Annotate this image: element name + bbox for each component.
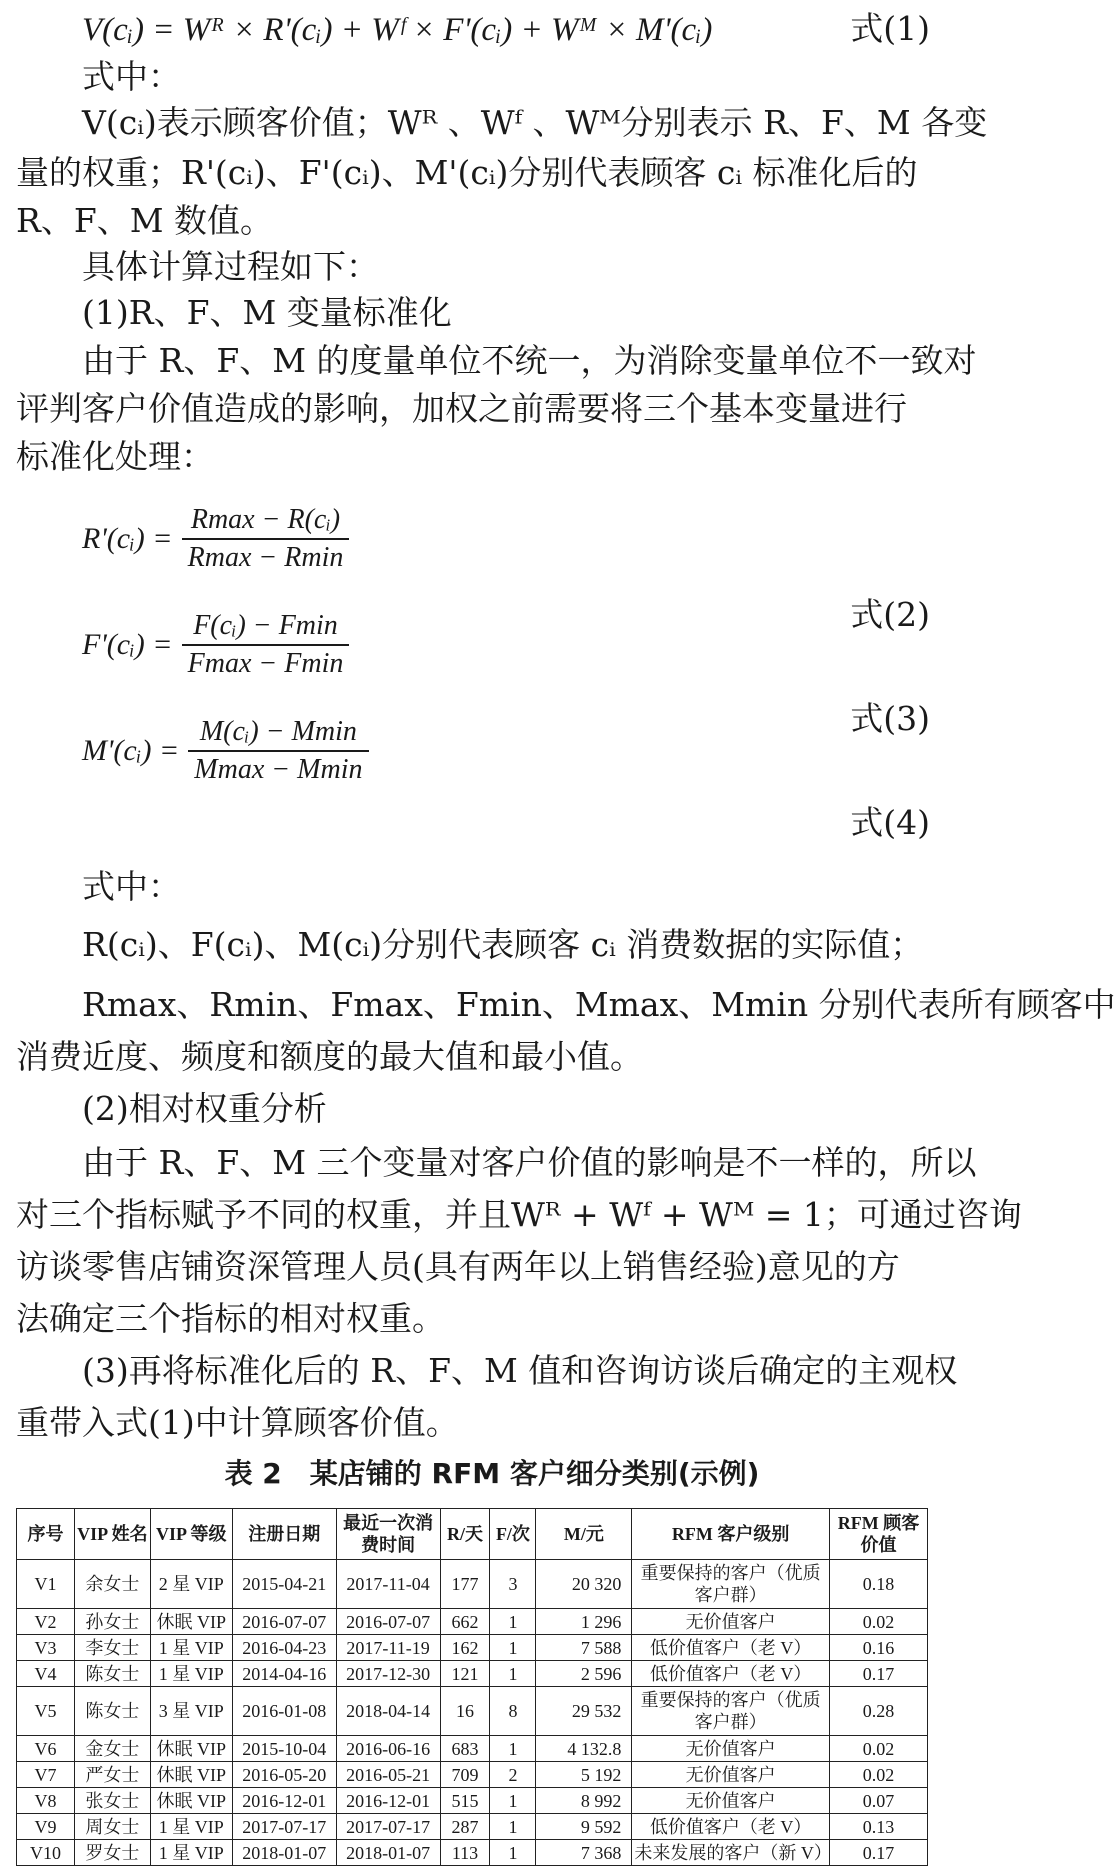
table-row bbox=[17, 1736, 928, 1762]
table-cell: 113 bbox=[440, 1840, 490, 1866]
table-cell: 177 bbox=[440, 1560, 490, 1609]
table-row bbox=[17, 1814, 928, 1840]
paragraph-line: R、F、M 数值。 bbox=[16, 201, 274, 240]
paragraph-line: 式中： bbox=[82, 57, 181, 96]
paragraph-line: Rmax、Rmin、Fmax、Fmin、Mmax、Mmin 分别代表所有顾客中 bbox=[82, 985, 1116, 1024]
table-cell: 121 bbox=[440, 1661, 490, 1687]
table-cell: 1 bbox=[490, 1788, 536, 1814]
table-cell: 重要保持的客户（优质客户群） bbox=[632, 1560, 830, 1609]
table-cell: 周女士 bbox=[74, 1814, 150, 1840]
table-cell: 李女士 bbox=[74, 1635, 150, 1661]
table-cell: 1 bbox=[490, 1609, 536, 1635]
paragraph-line: 标准化处理： bbox=[16, 437, 214, 476]
table-cell: 8 992 bbox=[536, 1788, 632, 1814]
table-cell: 1 bbox=[490, 1635, 536, 1661]
column-header: M/元 bbox=[536, 1509, 632, 1560]
table-cell: 1 296 bbox=[536, 1609, 632, 1635]
table-row bbox=[17, 1661, 928, 1687]
section-heading: (2)相对权重分析 bbox=[82, 1089, 327, 1128]
column-header: 最近一次消费时间 bbox=[336, 1509, 440, 1560]
table-cell: 0.17 bbox=[830, 1661, 928, 1687]
column-header: RFM 客户级别 bbox=[632, 1509, 830, 1560]
table-cell: 7 588 bbox=[536, 1635, 632, 1661]
table-cell: 严女士 bbox=[74, 1762, 150, 1788]
table-cell: 2 bbox=[490, 1762, 536, 1788]
equation-4 bbox=[82, 716, 942, 785]
rfm-table bbox=[16, 1508, 928, 1866]
table-cell: 2016-12-01 bbox=[232, 1788, 336, 1814]
table-cell: 662 bbox=[440, 1609, 490, 1635]
table-cell: 未来发展的客户（新 V） bbox=[632, 1840, 830, 1866]
table-cell: 16 bbox=[440, 1687, 490, 1736]
table-cell: V3 bbox=[17, 1635, 75, 1661]
table-cell: 休眠 VIP bbox=[150, 1762, 232, 1788]
table-cell: 2 596 bbox=[536, 1661, 632, 1687]
column-header: 序号 bbox=[17, 1509, 75, 1560]
equation-4-denominator: Mmax − Mmin bbox=[194, 754, 363, 785]
table-cell: 罗女士 bbox=[74, 1840, 150, 1866]
table-row bbox=[17, 1560, 928, 1609]
table-cell: V8 bbox=[17, 1788, 75, 1814]
table-cell: 陈女士 bbox=[74, 1687, 150, 1736]
table-cell: 低价值客户（老 V） bbox=[632, 1814, 830, 1840]
table-cell: 0.02 bbox=[830, 1762, 928, 1788]
paragraph-line: 量的权重；R'(cᵢ)、F'(cᵢ)、M'(cᵢ)分别代表顾客 cᵢ 标准化后的 bbox=[16, 153, 918, 192]
equation-3-numerator: F(cᵢ) − Fmin bbox=[182, 610, 350, 646]
paragraph-line: 由于 R、F、M 的度量单位不统一，为消除变量单位不一致对 bbox=[82, 341, 977, 380]
table-caption: 表 2 某店铺的 RFM 客户细分类别(示例) bbox=[224, 1457, 760, 1490]
paragraph-line: R(cᵢ)、F(cᵢ)、M(cᵢ)分别代表顾客 cᵢ 消费数据的实际值； bbox=[82, 925, 924, 964]
table-cell: 陈女士 bbox=[74, 1661, 150, 1687]
table-cell: 5 192 bbox=[536, 1762, 632, 1788]
table-cell: 2016-12-01 bbox=[336, 1788, 440, 1814]
equation-3-denominator: Fmax − Fmin bbox=[187, 648, 344, 679]
column-header: VIP 等级 bbox=[150, 1509, 232, 1560]
column-header: RFM 顾客价值 bbox=[830, 1509, 928, 1560]
table-cell: 515 bbox=[440, 1788, 490, 1814]
column-header: F/次 bbox=[490, 1509, 536, 1560]
table-cell: 2016-05-21 bbox=[336, 1762, 440, 1788]
table-cell: 余女士 bbox=[74, 1560, 150, 1609]
section-heading: (1)R、F、M 变量标准化 bbox=[82, 293, 452, 332]
equation-3-label: 式(3) bbox=[850, 699, 930, 738]
table-cell: 2016-04-23 bbox=[232, 1635, 336, 1661]
equation-2-fraction bbox=[182, 504, 350, 574]
equation-1 bbox=[82, 4, 942, 55]
column-header: R/天 bbox=[440, 1509, 490, 1560]
table-cell: 2017-11-19 bbox=[336, 1635, 440, 1661]
table-cell: 7 368 bbox=[536, 1840, 632, 1866]
table-cell: 0.13 bbox=[830, 1814, 928, 1840]
table-cell: 2 星 VIP bbox=[150, 1560, 232, 1609]
equation-4-numerator: M(cᵢ) − Mmin bbox=[188, 716, 368, 752]
table-row bbox=[17, 1609, 928, 1635]
table-cell: V5 bbox=[17, 1687, 75, 1736]
table-row bbox=[17, 1762, 928, 1788]
table-cell: 1 bbox=[490, 1661, 536, 1687]
table-row bbox=[17, 1635, 928, 1661]
table-cell: 2017-12-30 bbox=[336, 1661, 440, 1687]
table-cell: 2015-04-21 bbox=[232, 1560, 336, 1609]
table-cell: 2018-01-07 bbox=[232, 1840, 336, 1866]
equation-4-fraction bbox=[188, 716, 368, 786]
table-cell: 2016-01-08 bbox=[232, 1687, 336, 1736]
table-cell: 2017-07-17 bbox=[232, 1814, 336, 1840]
table-cell: 4 132.8 bbox=[536, 1736, 632, 1762]
paragraph-line: 式中： bbox=[82, 867, 181, 906]
equation-2-label: 式(2) bbox=[850, 595, 930, 634]
table-cell: 2016-05-20 bbox=[232, 1762, 336, 1788]
table-cell: 3 星 VIP bbox=[150, 1687, 232, 1736]
table-row bbox=[17, 1788, 928, 1814]
table-cell: 287 bbox=[440, 1814, 490, 1840]
table-cell: 2016-07-07 bbox=[336, 1609, 440, 1635]
table-cell: 1 bbox=[490, 1840, 536, 1866]
equation-2-lhs: R'(cᵢ) = bbox=[82, 522, 173, 555]
table-cell: 20 320 bbox=[536, 1560, 632, 1609]
table-cell: 无价值客户 bbox=[632, 1609, 830, 1635]
table-cell: 孙女士 bbox=[74, 1609, 150, 1635]
table-cell: 张女士 bbox=[74, 1788, 150, 1814]
table-cell: V4 bbox=[17, 1661, 75, 1687]
equation-2-denominator: Rmax − Rmin bbox=[187, 542, 344, 573]
table-cell: 休眠 VIP bbox=[150, 1736, 232, 1762]
table-cell: V1 bbox=[17, 1560, 75, 1609]
table-cell: 2014-04-16 bbox=[232, 1661, 336, 1687]
equation-2-numerator: Rmax − R(cᵢ) bbox=[182, 504, 350, 540]
table-cell: 2017-07-17 bbox=[336, 1814, 440, 1840]
table-cell: 0.02 bbox=[830, 1609, 928, 1635]
paragraph-line: 对三个指标赋予不同的权重，并且Wᴿ + Wᶠ + Wᴹ = 1；可通过咨询 bbox=[16, 1195, 1022, 1234]
paragraph-line: 具体计算过程如下： bbox=[82, 247, 379, 286]
table-row bbox=[17, 1687, 928, 1736]
table-cell: 休眠 VIP bbox=[150, 1609, 232, 1635]
table-cell: 1 星 VIP bbox=[150, 1635, 232, 1661]
table-cell: V2 bbox=[17, 1609, 75, 1635]
equation-1-label: 式(1) bbox=[850, 9, 930, 48]
paragraph-line: 访谈零售店铺资深管理人员(具有两年以上销售经验)意见的方 bbox=[16, 1247, 900, 1286]
table-cell: 162 bbox=[440, 1635, 490, 1661]
table-cell: V6 bbox=[17, 1736, 75, 1762]
table-cell: 休眠 VIP bbox=[150, 1788, 232, 1814]
equation-3 bbox=[82, 610, 942, 679]
table-cell: 683 bbox=[440, 1736, 490, 1762]
paragraph-line: 评判客户价值造成的影响，加权之前需要将三个基本变量进行 bbox=[16, 389, 907, 428]
table-cell: V7 bbox=[17, 1762, 75, 1788]
table-cell: 重要保持的客户（优质客户群） bbox=[632, 1687, 830, 1736]
paragraph-line: 重带入式(1)中计算顾客价值。 bbox=[16, 1403, 459, 1442]
table-cell: 1 bbox=[490, 1814, 536, 1840]
equation-4-label: 式(4) bbox=[850, 803, 930, 842]
table-cell: 0.28 bbox=[830, 1687, 928, 1736]
column-header: 注册日期 bbox=[232, 1509, 336, 1560]
table-cell: 金女士 bbox=[74, 1736, 150, 1762]
equation-4-lhs: M'(cᵢ) = bbox=[82, 734, 180, 767]
table-cell: 2017-11-04 bbox=[336, 1560, 440, 1609]
equation-3-lhs: F'(cᵢ) = bbox=[82, 628, 173, 661]
table-cell: 2018-04-14 bbox=[336, 1687, 440, 1736]
table-cell: 1 星 VIP bbox=[150, 1661, 232, 1687]
table-cell: 无价值客户 bbox=[632, 1788, 830, 1814]
table-cell: V9 bbox=[17, 1814, 75, 1840]
paragraph-line: (3)再将标准化后的 R、F、M 值和咨询访谈后确定的主观权 bbox=[82, 1351, 958, 1390]
table-cell: 低价值客户（老 V） bbox=[632, 1635, 830, 1661]
paragraph-line: 消费近度、频度和额度的最大值和最小值。 bbox=[16, 1037, 643, 1076]
equation-1-formula: V(cᵢ) = Wᴿ × R'(cᵢ) + Wᶠ × F'(cᵢ) + Wᴹ × M'(cᵢ) bbox=[82, 12, 713, 48]
table-cell: 0.18 bbox=[830, 1560, 928, 1609]
table-cell: 2018-01-07 bbox=[336, 1840, 440, 1866]
table-header-row bbox=[17, 1509, 928, 1560]
equation-3-fraction bbox=[182, 610, 350, 680]
table-cell: 1 bbox=[490, 1736, 536, 1762]
column-header: VIP 姓名 bbox=[74, 1509, 150, 1560]
paragraph-line: 由于 R、F、M 三个变量对客户价值的影响是不一样的，所以 bbox=[82, 1143, 977, 1182]
paragraph-line: V(cᵢ)表示顾客价值；Wᴿ 、Wᶠ 、Wᴹ分别表示 R、F、M 各变 bbox=[82, 103, 988, 142]
table-cell: 3 bbox=[490, 1560, 536, 1609]
table-cell: V10 bbox=[17, 1840, 75, 1866]
table-cell: 低价值客户（老 V） bbox=[632, 1661, 830, 1687]
table-cell: 709 bbox=[440, 1762, 490, 1788]
table-cell: 1 星 VIP bbox=[150, 1814, 232, 1840]
table-cell: 9 592 bbox=[536, 1814, 632, 1840]
table-cell: 2015-10-04 bbox=[232, 1736, 336, 1762]
table-cell: 0.07 bbox=[830, 1788, 928, 1814]
table-cell: 29 532 bbox=[536, 1687, 632, 1736]
table-cell: 1 星 VIP bbox=[150, 1840, 232, 1866]
table-cell: 8 bbox=[490, 1687, 536, 1736]
equation-2 bbox=[82, 504, 942, 573]
table-cell: 无价值客户 bbox=[632, 1736, 830, 1762]
table-cell: 0.17 bbox=[830, 1840, 928, 1866]
table-cell: 0.02 bbox=[830, 1736, 928, 1762]
paragraph-line: 法确定三个指标的相对权重。 bbox=[16, 1299, 445, 1338]
table-cell: 2016-06-16 bbox=[336, 1736, 440, 1762]
table-cell: 无价值客户 bbox=[632, 1762, 830, 1788]
table-row bbox=[17, 1840, 928, 1866]
table-cell: 0.16 bbox=[830, 1635, 928, 1661]
table-cell: 2016-07-07 bbox=[232, 1609, 336, 1635]
